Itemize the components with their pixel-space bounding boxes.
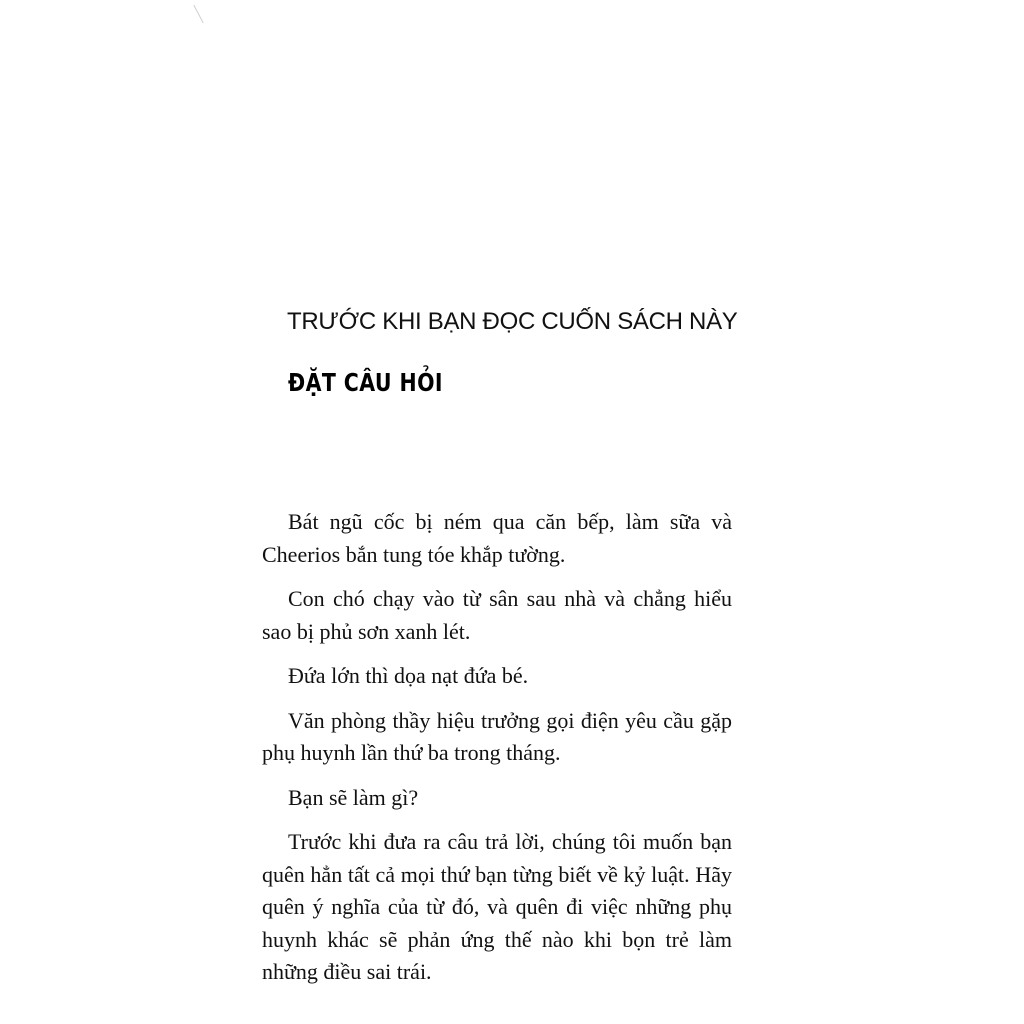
scan-mark [193, 5, 203, 23]
paragraph: Trước khi đưa ra câu trả lời, chúng tôi muốn bạn quên hẳn tất cả mọi thứ bạn từng biết về kỷ luật. Hãy quên ý nghĩa của từ đó, và quên đi việc những phụ huynh khác sẽ phản ứng thế nào khi bọn trẻ làm những điều sai trái. [262, 829, 732, 984]
paragraph: Đứa lớn thì dọa nạt đứa bé. [288, 663, 529, 688]
chapter-title: ĐẶT CÂU HỎI [288, 368, 443, 397]
paragraph: Bạn sẽ làm gì? [288, 784, 419, 810]
paragraph: Con chó chạy vào từ sân sau nhà và chẳng hiểu sao bị phủ sơn xanh lét. [262, 586, 732, 644]
paragraph: Bát ngũ cốc bị ném qua căn bếp, làm sữa và Cheerios bắn tung tóe khắp tường. [262, 509, 732, 567]
paragraph: Văn phòng thầy hiệu trưởng gọi điện yêu cầu gặp phụ huynh lần thứ ba trong tháng. [262, 707, 732, 765]
body-text [262, 506, 732, 1001]
chapter-kicker: TRƯỚC KHI BẠN ĐỌC CUỐN SÁCH NÀY [287, 308, 738, 335]
